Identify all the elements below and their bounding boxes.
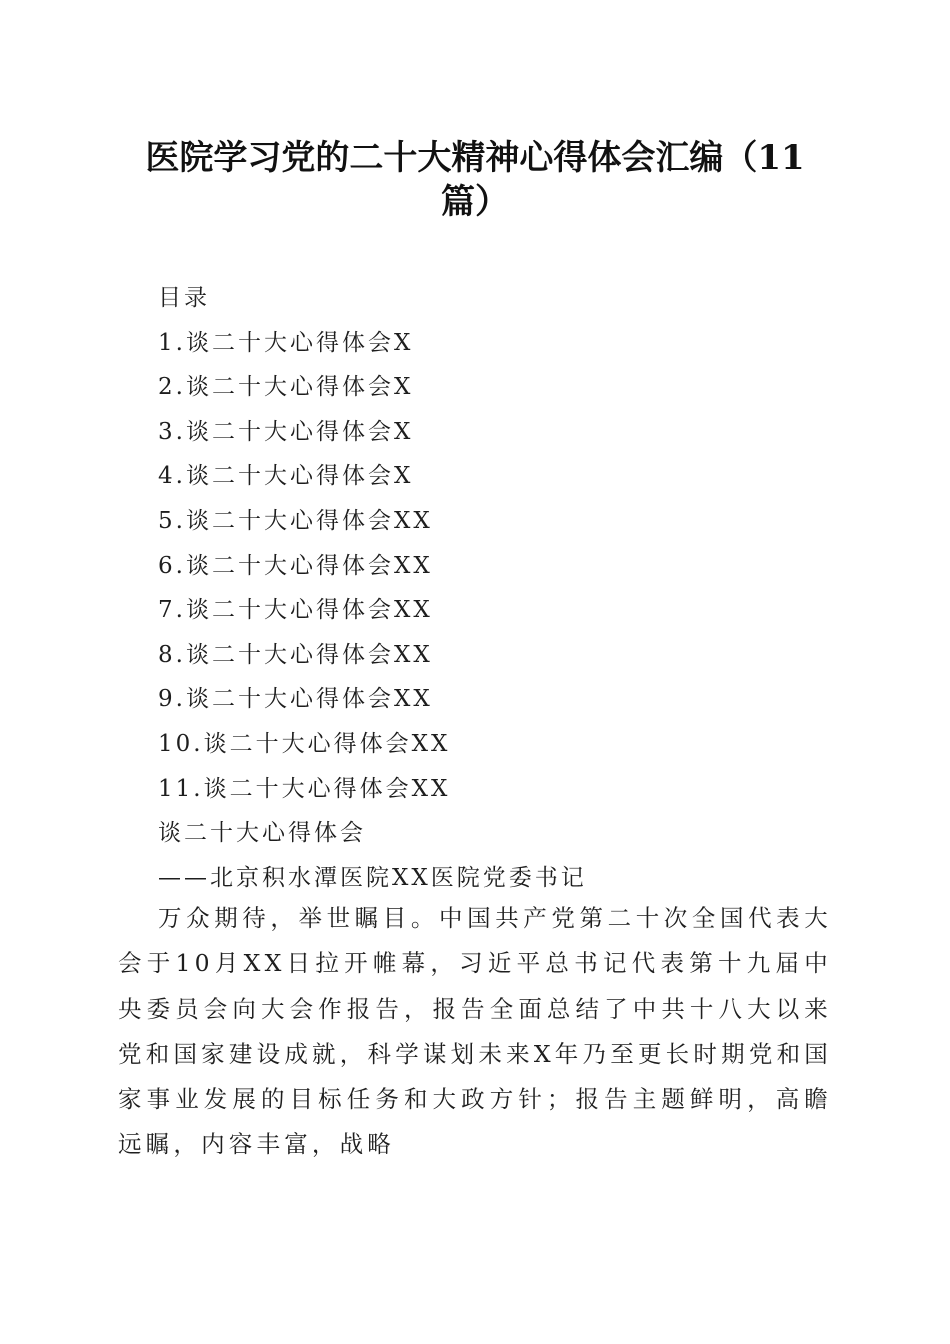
toc-item: 7.谈二十大心得体会XX [158, 597, 433, 624]
toc-item: 10.谈二十大心得体会XX [158, 730, 451, 757]
article-author: ——北京积水潭医院XX医院党委书记 [158, 864, 587, 891]
title-line-1: 医院学习党的二十大精神心得体会汇编（11 [145, 138, 805, 178]
article-body [118, 896, 832, 1168]
toc-item: 6.谈二十大心得体会XX [158, 552, 433, 579]
toc-item: 1.谈二十大心得体会X [158, 329, 414, 356]
article-title: 谈二十大心得体会 [158, 820, 366, 847]
document-title [100, 136, 850, 224]
title-line-2: 篇） [441, 182, 509, 222]
toc-heading: 目录 [158, 285, 210, 311]
toc-item: 5.谈二十大心得体会XX [158, 507, 433, 534]
body-paragraph: 万众期待，举世瞩目。中国共产党第二十次全国代表大会于10月XX日拉开帷幕，习近平总书记代表第十九届中央委员会向大会作报告，报告全面总结了中共十八大以来党和国家建设成就，科学谋划未来X年乃至更长时期党和国家事业发展的目标任务和大政方针；报告主题鲜明，高瞻远瞩，内容丰富，战略 [118, 904, 832, 1159]
toc-item: 11.谈二十大心得体会XX [158, 775, 451, 802]
toc-item: 8.谈二十大心得体会XX [158, 641, 433, 668]
toc-item: 4.谈二十大心得体会X [158, 463, 414, 490]
table-of-contents [158, 280, 587, 904]
toc-item: 9.谈二十大心得体会XX [158, 686, 433, 713]
toc-item: 3.谈二十大心得体会X [158, 418, 414, 445]
toc-item: 2.谈二十大心得体会X [158, 374, 414, 401]
